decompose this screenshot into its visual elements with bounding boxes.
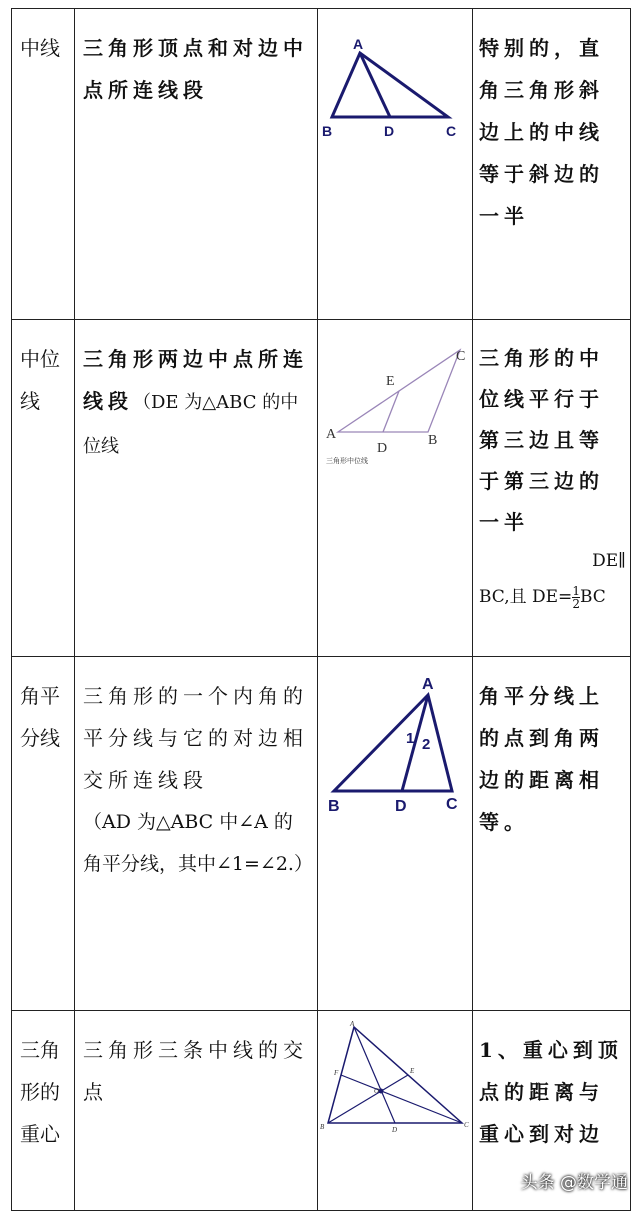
figure-cell <box>318 657 473 1011</box>
definition-text: 三角形顶点和对边中点所连线段 <box>83 36 308 102</box>
definition-bold: 三角形两边中点所连线段 <box>83 347 308 413</box>
definition-cell <box>75 1011 318 1211</box>
label-b: B <box>320 1123 325 1131</box>
definition-extra: （DE 为△ABC 的中位线 <box>83 392 299 457</box>
property-cell <box>473 320 631 657</box>
property-formula-line1: DE∥ <box>592 551 626 571</box>
term-cell <box>12 320 75 657</box>
label-one: 1 <box>406 730 415 747</box>
definition-extra: （AD 为△ABC 中∠A 的角平分线，其中∠1=∠2.） <box>83 811 313 875</box>
definition-cell <box>75 320 318 657</box>
definition-cell <box>75 9 318 320</box>
midline-triangle-figure <box>320 340 470 465</box>
centroid-figure <box>320 1019 470 1139</box>
figure-cell <box>318 9 473 320</box>
property-text: 特别的，直角三角形斜边上的中线等于斜边的一半 <box>479 36 604 228</box>
label-a: A <box>326 427 337 442</box>
definition-text <box>75 320 317 468</box>
label-two: 2 <box>422 736 431 753</box>
label-b: B <box>428 433 438 448</box>
figure-cell <box>318 320 473 657</box>
property-cell <box>473 9 631 320</box>
table-row-angle-bisector <box>12 657 631 1011</box>
property-text: 角平分线上的点到角两边的距离相等。 <box>479 684 604 834</box>
label-d: D <box>395 798 407 815</box>
term-cell <box>12 9 75 320</box>
angle-bisector-figure <box>320 669 470 819</box>
label-a: A <box>350 1020 355 1028</box>
property-formula-line2 <box>479 579 628 615</box>
label-c: C <box>446 123 457 139</box>
label-c: C <box>446 796 458 813</box>
definition-text: 三角形的一个内角的平分线与它的对边相交所连线段 <box>83 684 308 792</box>
label-b: B <box>322 123 333 139</box>
definition-text: 三角形三条中线的交点 <box>83 1038 308 1104</box>
label-o: O <box>374 1087 380 1095</box>
term-cell <box>12 657 75 1011</box>
median-triangle-figure <box>320 31 470 146</box>
table-row-midline <box>12 320 631 657</box>
table-row-median <box>12 9 631 320</box>
label-c: C <box>456 349 466 364</box>
label-d: D <box>377 441 388 456</box>
formula-tail: BC <box>579 587 606 607</box>
label-a: A <box>353 36 364 52</box>
definition-cell <box>75 657 318 1011</box>
term-text: 中位线 <box>20 347 60 413</box>
label-b: B <box>328 798 340 815</box>
term-cell <box>12 1011 75 1211</box>
label-f: F <box>334 1069 339 1077</box>
concept-table <box>11 8 631 1211</box>
one-half-fraction: $\frac{1}{2}$ <box>572 584 580 611</box>
property-text: 1、重心到顶点的距离与重心到对边 <box>479 1038 623 1146</box>
label-c: C <box>464 1121 469 1129</box>
term-text: 三角形的重心 <box>20 1038 60 1146</box>
property-text: 三角形的中位线平行于第三边且等于第三边的一半 <box>479 346 604 534</box>
property-cell <box>473 657 631 1011</box>
centroid-point <box>379 1089 384 1094</box>
term-text: 角平分线 <box>20 684 60 750</box>
watermark: 头条 @数学通 <box>520 1173 628 1193</box>
figure-caption: 三角形中位线 <box>326 457 368 465</box>
label-e: E <box>386 374 395 389</box>
label-d: D <box>384 123 395 139</box>
label-a: A <box>422 676 434 693</box>
term-text: 中线 <box>20 36 60 60</box>
formula-text: BC,且 DE= <box>479 587 573 607</box>
label-e: E <box>410 1067 415 1075</box>
figure-cell <box>318 1011 473 1211</box>
label-d: D <box>392 1126 398 1134</box>
